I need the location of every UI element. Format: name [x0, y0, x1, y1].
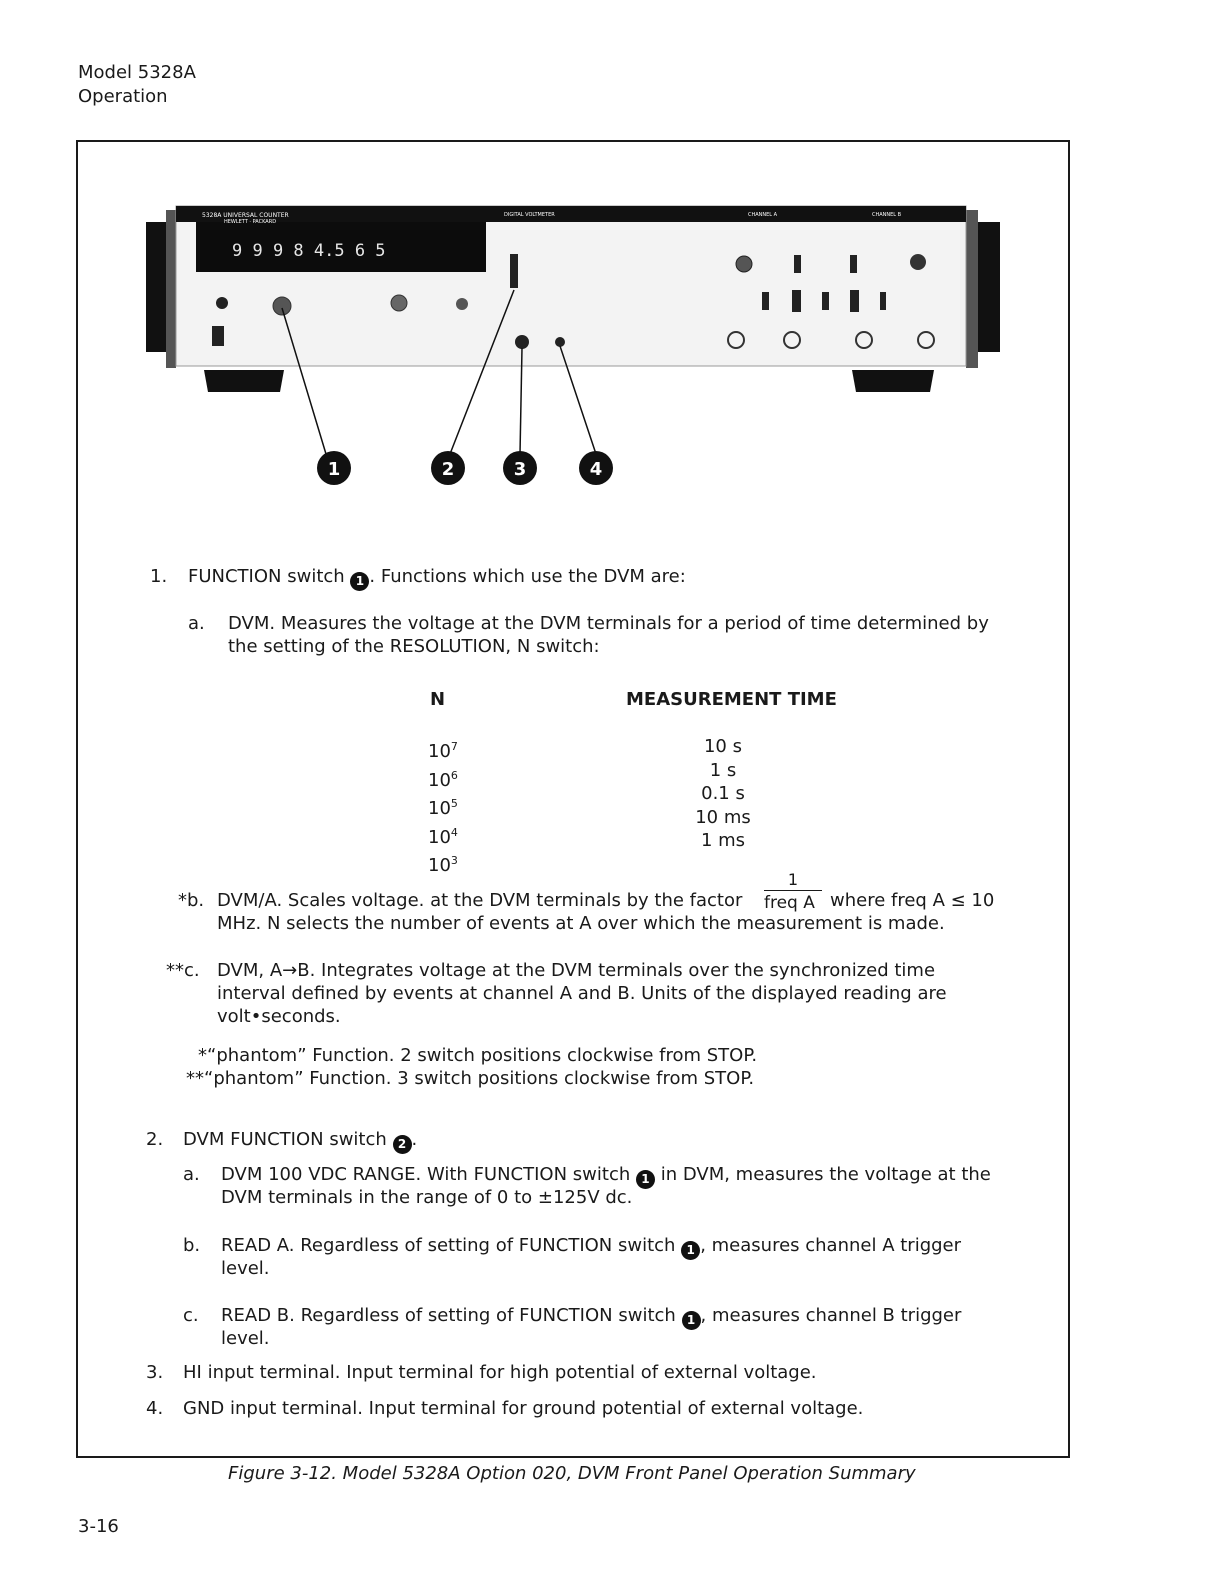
header-model: Model 5328A	[78, 62, 196, 83]
left-handle	[146, 222, 166, 352]
left-handle-frame	[166, 210, 176, 368]
gnd-terminal	[555, 337, 565, 347]
display-readout: 9 9 9 8 4.5 6 5	[232, 241, 386, 261]
item-1c-line1: DVM, A→B. Integrates voltage at the DVM terminals over the synchronized time	[217, 960, 936, 981]
item-4-text: GND input terminal. Input terminal for ground potential of external voltage.	[183, 1398, 864, 1419]
power-switch	[212, 326, 224, 346]
table-row-n: $10^7$ $10^6$ $10^5$ $10^4$ $10^3$	[428, 740, 458, 876]
table-header-n: N	[430, 689, 446, 710]
item-1a-letter: a.	[188, 613, 205, 634]
maker-label: HEWLETT · PACKARD	[224, 219, 277, 225]
table-row-time: 10 s 1 s 0.1 s 10 ms 1 ms	[695, 736, 751, 851]
item-1-text: FUNCTION switch 1 . Functions which use the DVM are:	[188, 565, 686, 591]
footnote-1: *“phantom” Function. 2 switch positions clockwise from STOP.	[198, 1045, 758, 1066]
item-1a-line2: the setting of the RESOLUTION, N switch:	[228, 636, 600, 657]
fraction-numerator: 1	[787, 870, 799, 889]
dvm-section-label: DIGITAL VOLTMETER	[504, 212, 555, 218]
item-2c-line1: READ B. Regardless of setting of FUNCTION switch 1 , measures channel B trigger	[221, 1304, 961, 1330]
svg-text:4: 4	[589, 459, 603, 480]
item-4-number: 4.	[146, 1398, 164, 1419]
item-2a-line2: DVM terminals in the range of 0 to ±125V dc.	[221, 1187, 633, 1208]
svg-text:2: 2	[441, 459, 455, 480]
figure-caption: Figure 3-12. Model 5328A Option 020, DVM Front Panel Operation Summary	[228, 1463, 916, 1484]
callout-4	[579, 451, 613, 485]
channel-b-label: CHANNEL B	[872, 212, 902, 218]
callout-bullet: 1	[682, 1311, 701, 1330]
sample-knob	[456, 298, 468, 310]
channel-a-level-knob	[736, 256, 752, 272]
right-foot	[852, 370, 934, 392]
reset-knob	[216, 297, 228, 309]
channel-a-label: CHANNEL A	[748, 212, 778, 218]
fraction-bar	[764, 890, 822, 891]
callout-bullet: 1	[636, 1170, 655, 1189]
callout-bullet: 1	[681, 1241, 700, 1260]
callout-2	[431, 451, 465, 485]
item-2b-line2: level.	[221, 1258, 270, 1279]
header-section: Operation	[78, 86, 168, 107]
item-1c-letter: **c.	[166, 960, 200, 981]
right-handle	[978, 222, 1000, 352]
item-2b-letter: b.	[183, 1235, 201, 1256]
left-foot	[204, 370, 284, 392]
item-2-number: 2.	[146, 1129, 164, 1150]
function-knob	[273, 297, 291, 315]
item-1b-line2: MHz. N selects the number of events at A over which the measurement is made.	[217, 913, 945, 934]
item-2-text: DVM FUNCTION switch 2 .	[183, 1128, 417, 1154]
item-2a-letter: a.	[183, 1164, 200, 1185]
item-1c-line2: interval defined by events at channel A and B. Units of the displayed reading are	[217, 983, 947, 1004]
item-2a-line1: DVM 100 VDC RANGE. With FUNCTION switch 1 in DVM, measures the voltage at the	[221, 1163, 991, 1189]
item-3-text: HI input terminal. Input terminal for high potential of external voltage.	[183, 1362, 817, 1383]
item-3-number: 3.	[146, 1362, 164, 1383]
item-2b-line1: READ A. Regardless of setting of FUNCTION switch 1 , measures channel A trigger	[221, 1234, 961, 1260]
top-band	[176, 206, 966, 222]
dvm-function-switch	[510, 254, 518, 288]
front-panel-illustration	[144, 200, 1002, 500]
brand-label: 5328A UNIVERSAL COUNTER	[202, 212, 289, 219]
item-1b-line1-post: where freq A ≤ 10	[830, 890, 995, 911]
resolution-knob	[391, 295, 407, 311]
right-handle-frame	[966, 210, 978, 368]
callout-3	[503, 451, 537, 485]
item-1a-line1: DVM. Measures the voltage at the DVM terminals for a period of time determined by	[228, 613, 989, 634]
item-2c-letter: c.	[183, 1305, 199, 1326]
item-1-number: 1.	[150, 566, 168, 587]
callout-bullet: 1	[350, 572, 369, 591]
table-header-time: MEASUREMENT TIME	[626, 689, 837, 710]
item-1b-line1-pre: DVM/A. Scales voltage. at the DVM terminals by the factor	[217, 890, 743, 911]
footnote-2: **“phantom” Function. 3 switch positions clockwise from STOP.	[186, 1068, 755, 1089]
svg-text:1: 1	[327, 459, 341, 480]
hi-terminal	[515, 335, 529, 349]
channel-b-level-knob	[910, 254, 926, 270]
item-2c-line2: level.	[221, 1328, 270, 1349]
callout-1	[317, 451, 351, 485]
item-1c-line3: volt•seconds.	[217, 1006, 341, 1027]
fraction-denominator: freq A	[764, 893, 815, 913]
item-1b-letter: *b.	[178, 890, 205, 911]
svg-text:3: 3	[513, 459, 527, 480]
page-number: 3-16	[78, 1516, 119, 1537]
callout-bullet: 2	[393, 1135, 412, 1154]
